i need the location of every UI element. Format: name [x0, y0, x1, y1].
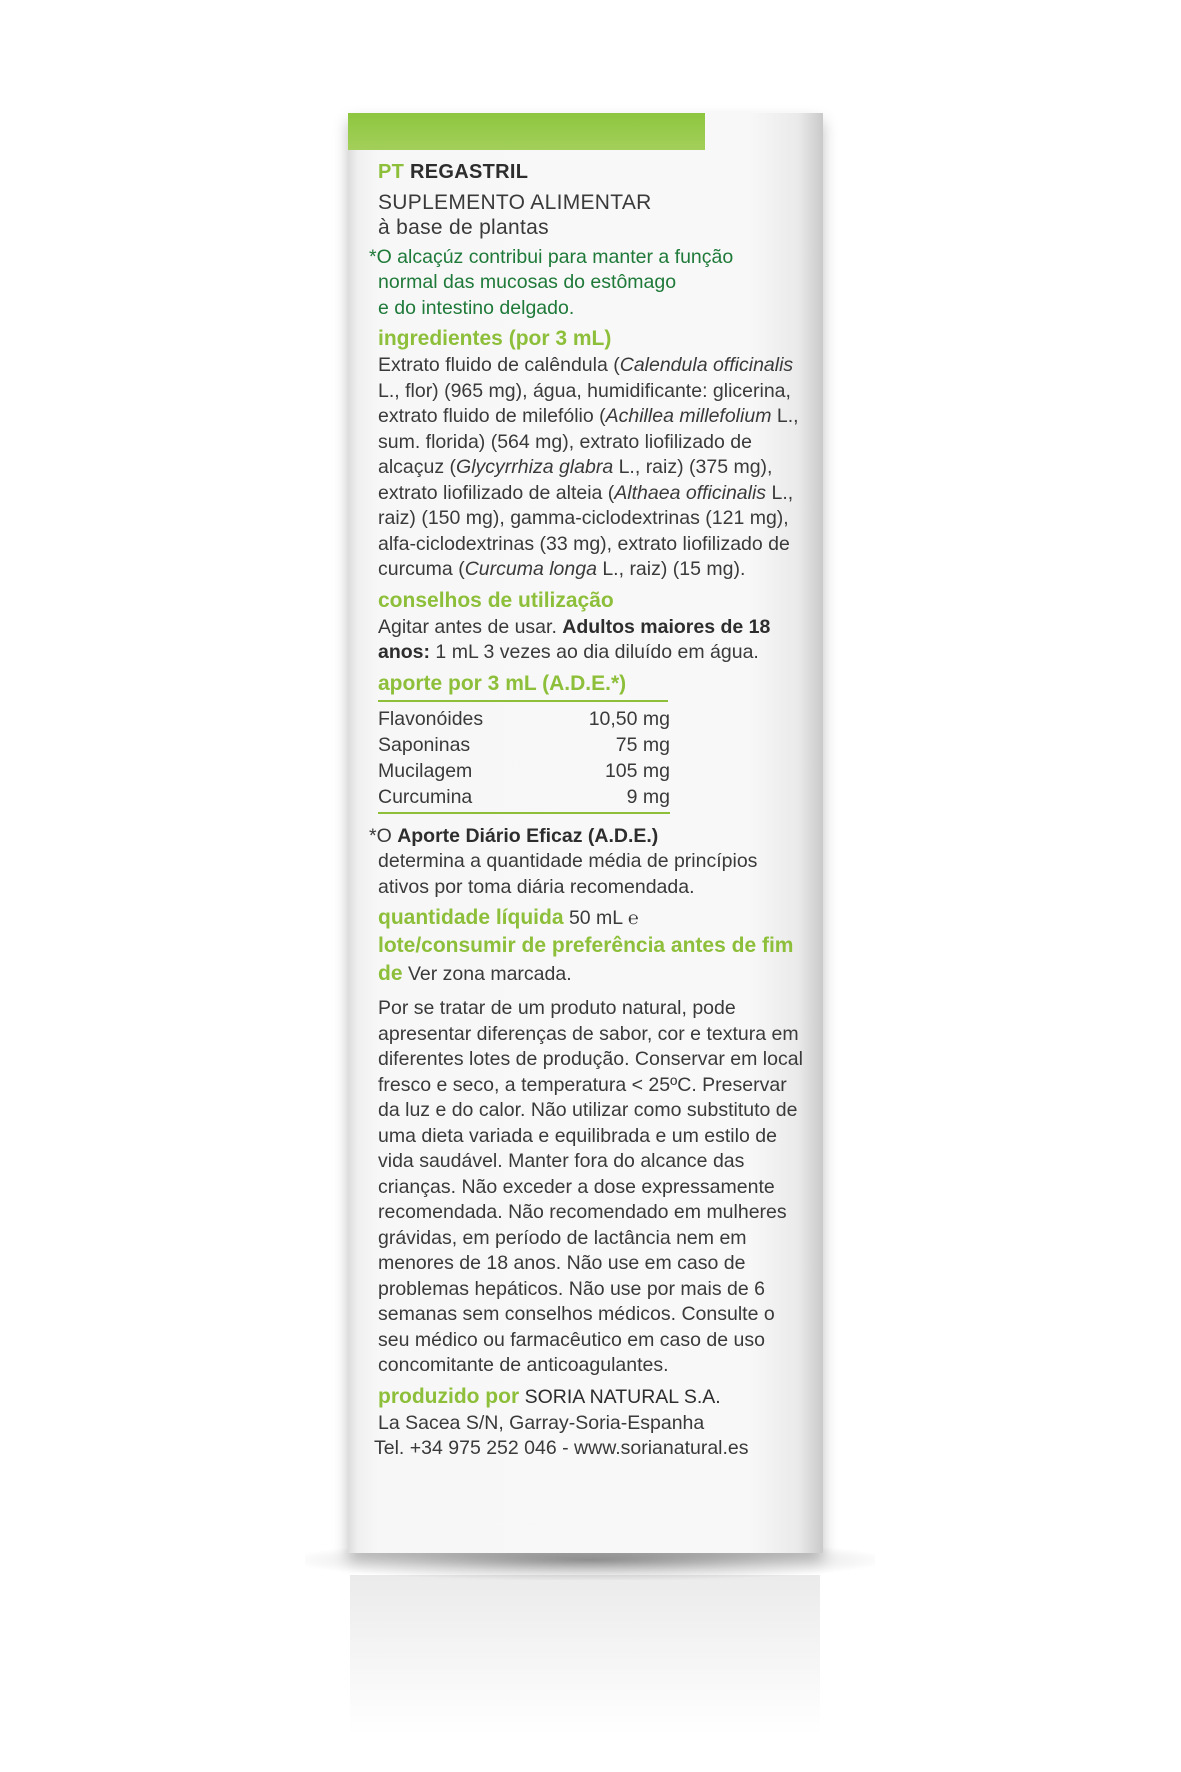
ingredients-part-5: L., raiz) (150 mg), gamma-ciclodextrinas (121 mg), alfa-ciclodextrinas (33 mg), extrato liofilizado de curcuma ( [378, 481, 794, 580]
lot-section [378, 932, 808, 988]
usage-text-2: 1 mL 3 vezes ao dia diluído em água. [430, 641, 759, 663]
nutrition-heading: aporte por 3 mL (A.D.E.*) [378, 670, 668, 702]
producer-section [374, 1383, 808, 1462]
product-name: REGASTRIL [410, 161, 529, 183]
ingredients-section [378, 325, 808, 583]
nutrient-value: 105 mg [604, 759, 670, 782]
usage-section [378, 587, 808, 666]
usage-bold: Adultos maiores de 18 anos: [378, 615, 771, 663]
box-reflection [350, 1575, 820, 1735]
usage-text [378, 615, 808, 666]
nutrient-name: Saponinas [378, 733, 471, 756]
claim-line-1: *O alcaçúz contribui para manter a função [369, 245, 734, 268]
label-content [369, 160, 808, 1462]
producer-contact: Tel. +34 975 252 046 - www.sorianatural.es [374, 1437, 749, 1459]
ade-prefix: *O [369, 824, 398, 847]
nutrition-row [378, 706, 670, 732]
nutrition-section [378, 670, 808, 814]
nutrient-value: 75 mg [615, 733, 670, 756]
health-claim [369, 245, 808, 322]
estimated-sign-icon: ℮ [627, 908, 639, 928]
language-code: PT [378, 161, 405, 183]
lot-value: Ver zona marcada. [407, 963, 572, 985]
ingredients-latin-3: Glycyrrhiza glabra [456, 456, 614, 478]
product-title [378, 160, 808, 186]
nutrition-row [378, 758, 670, 784]
nutrient-value: 10,50 mg [588, 707, 670, 730]
ingredients-latin-2: Achillea millefolium [605, 405, 772, 427]
quantity-section [378, 904, 808, 932]
green-top-band [348, 113, 705, 150]
warnings-text: Por se tratar de um produto natural, pode apresentar diferenças de sabor, cor e textura em diferentes lotes de produção. Conservar em local fresco e seco, a temperatura < 25ºC. Preservar da luz e do calor. Não utilizar como substituto de uma dieta variada e equilibrada e um estilo de vida saudável. Manter fora do alcance das crianças. Não exceder a dose expressamente recomendada. Não recomendado em mulheres grávidas, em período de lactância nem em menores de 18 anos. Não use em caso de problemas hepáticos. Não use por mais de 6 semanas sem conselhos médicos. Consulte o seu médico ou farmacêutico em caso de uso concomitante de anticoagulantes. [378, 997, 803, 1376]
category-line-2: à base de plantas [378, 216, 549, 239]
ingredients-heading: ingredientes (por 3 mL) [378, 327, 612, 350]
ingredients-part-4: L., raiz) (375 mg), extrato liofilizado de alteia ( [378, 456, 773, 504]
category-line-1: SUPLEMENTO ALIMENTAR [378, 190, 652, 214]
nutrient-name: Curcumina [378, 785, 473, 808]
nutrient-name: Flavonóides [378, 707, 484, 730]
warnings-section [378, 996, 808, 1379]
nutrient-name: Mucilagem [378, 759, 473, 782]
producer-address: La Sacea S/N, Garray-Soria-Espanha [378, 1411, 705, 1434]
ade-bold: Aporte Diário Eficaz (A.D.E.) [397, 824, 659, 847]
quantity-label: quantidade líquida [378, 906, 564, 929]
product-header [378, 160, 808, 241]
usage-heading: conselhos de utilização [378, 588, 614, 612]
ingredients-text [378, 353, 808, 583]
ingredients-part-1: Extrato fluido de calêndula ( [378, 354, 620, 376]
ingredients-part-6: L., raiz) (15 mg). [596, 558, 746, 580]
ingredients-latin-4: Althaea officinalis [614, 481, 767, 504]
usage-text-1: Agitar antes de usar. [378, 615, 563, 638]
producer-name: SORIA NATURAL S.A. [524, 1385, 721, 1408]
lot-label: lote/consumir de preferência antes de fim de [378, 934, 794, 985]
ade-description: determina a quantidade média de princípios ativos por toma diária recomendada. [378, 850, 758, 898]
producer-label: produzido por [378, 1384, 520, 1408]
claim-line-2: normal das mucosas do estômago [378, 271, 677, 293]
nutrient-value: 9 mg [626, 785, 670, 808]
nutrition-row [378, 732, 670, 758]
ingredients-latin-1: Calendula officinalis [619, 354, 794, 376]
ade-footnote [369, 824, 808, 901]
quantity-value: 50 mL [568, 907, 623, 929]
nutrition-table [378, 706, 670, 814]
ingredients-latin-5: Curcuma longa [464, 558, 597, 580]
claim-line-3: e do intestino delgado. [378, 296, 575, 319]
nutrition-row [378, 784, 670, 810]
ingredients-part-3: L., sum. florida) (564 mg), extrato liofilizado de alcaçuz ( [378, 405, 799, 478]
ingredients-part-2: L., flor) (965 mg), água, humidificante: glicerina, extrato fluido de milefólio ( [378, 379, 791, 427]
